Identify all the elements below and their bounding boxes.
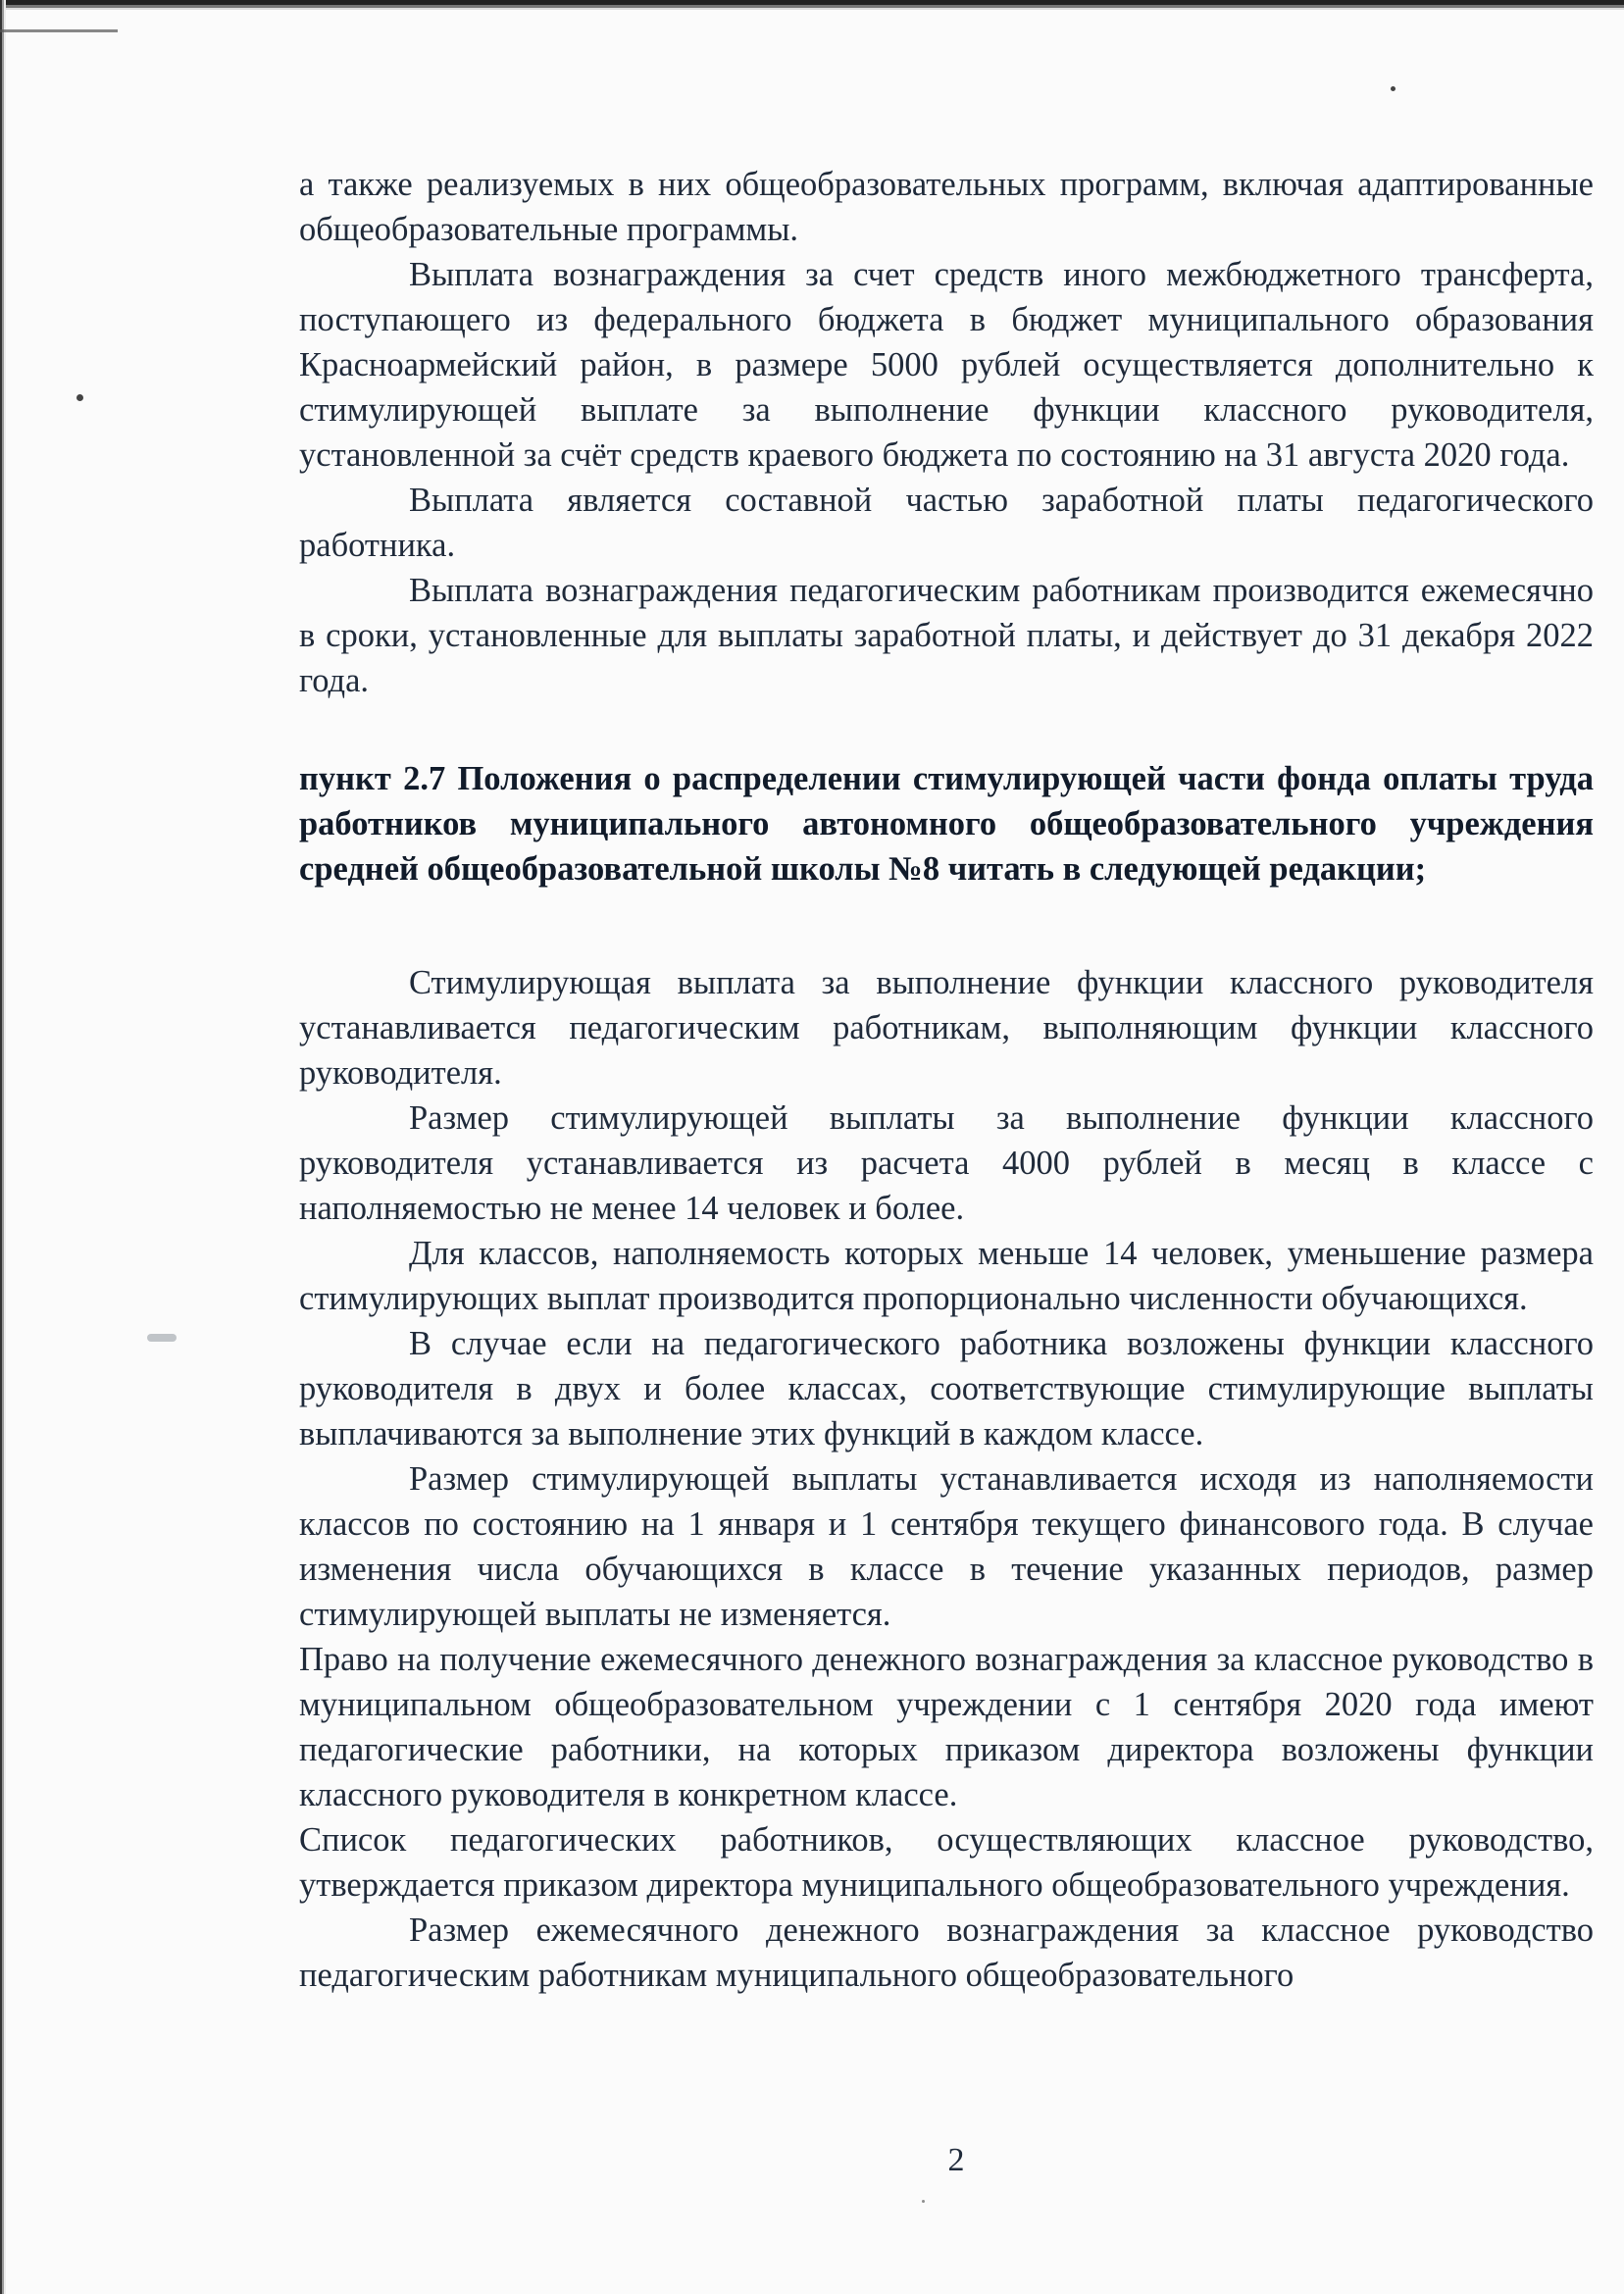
- scan-speck: [922, 2200, 925, 2203]
- paragraph-multiple-classes: В случае если на педагогического работника возложены функции классного руководителя в двух и более классах, соответствующие стимулирующие выплаты выплачиваются за выполнение этих функций в каждом классе.: [299, 1325, 1594, 1453]
- scan-speck: [76, 394, 83, 401]
- paragraph-small-classes: Для классов, наполняемость которых меньше 14 человек, уменьшение размера стимулирующих выплат производится пропорционально численности обучающихся.: [299, 1235, 1594, 1317]
- document-page: [299, 162, 1594, 1998]
- scan-top-edge: [0, 0, 1624, 10]
- scan-speck: [1391, 86, 1396, 91]
- paragraph-payment-term: Выплата вознаграждения педагогическим работникам производится ежемесячно в сроки, установленные для выплаты заработной платы, и действует до 31 декабря 2022 года.: [299, 572, 1594, 699]
- paragraph-payment-amount: Размер стимулирующей выплаты за выполнение функции классного руководителя устанавливается из расчета 4000 рублей в месяц в классе с наполняемостью не менее 14 человек и более.: [299, 1099, 1594, 1227]
- paragraph-entitlement: Право на получение ежемесячного денежного вознаграждения за классное руководство в муниципальном общеобразовательном учреждении с 1 сентября 2020 года имеют педагогические работники, на которых приказом директора возложены функции классного руководителя в конкретном классе.: [299, 1641, 1594, 1813]
- section-heading: пункт 2.7 Положения о распределении стимулирующей части фонда оплаты труда работников муниципального автономного общеобразовательного учреждения средней общеобразовательной школы №8 читать в следующей редакции;: [299, 760, 1594, 888]
- scan-fold-mark: [0, 29, 118, 47]
- paragraph-monthly-amount: Размер ежемесячного денежного вознаграждения за классное руководство педагогическим работникам муниципального общеобразовательного: [299, 1912, 1594, 1994]
- paragraph-continuation: а также реализуемых в них общеобразовательных программ, включая адаптированные общеобразовательные программы.: [299, 166, 1594, 248]
- paragraph-transfer: Выплата вознаграждения за счет средств иного межбюджетного трансферта, поступающего из федерального бюджета в бюджет муниципального образования Красноармейский район, в размере 5000 рублей осуществляется дополнительно к стимулирующей выплате за выполнение функции классного руководителя, установленной за счёт средств краевого бюджета по состоянию на 31 августа 2020 года.: [299, 256, 1594, 474]
- paragraph-staff-list: Список педагогических работников, осуществляющих классное руководство, утверждается приказом директора муниципального общеобразовательного учреждения.: [299, 1821, 1594, 1904]
- paragraph-stimulating-payment: Стимулирующая выплата за выполнение функции классного руководителя устанавливается педагогическим работникам, выполняющим функции классного руководителя.: [299, 964, 1594, 1092]
- scan-left-edge: [0, 0, 6, 2294]
- paragraph-salary-part: Выплата является составной частью заработной платы педагогического работника.: [299, 482, 1594, 564]
- scan-crease-mark: [147, 1334, 177, 1342]
- page-number: 2: [947, 2142, 965, 2178]
- paragraph-class-size: Размер стимулирующей выплаты устанавливается исходя из наполняемости классов по состоянию на 1 января и 1 сентября текущего финансового года. В случае изменения числа обучающихся в классе в течение указанных периодов, размер стимулирующей выплаты не изменяется.: [299, 1460, 1594, 1633]
